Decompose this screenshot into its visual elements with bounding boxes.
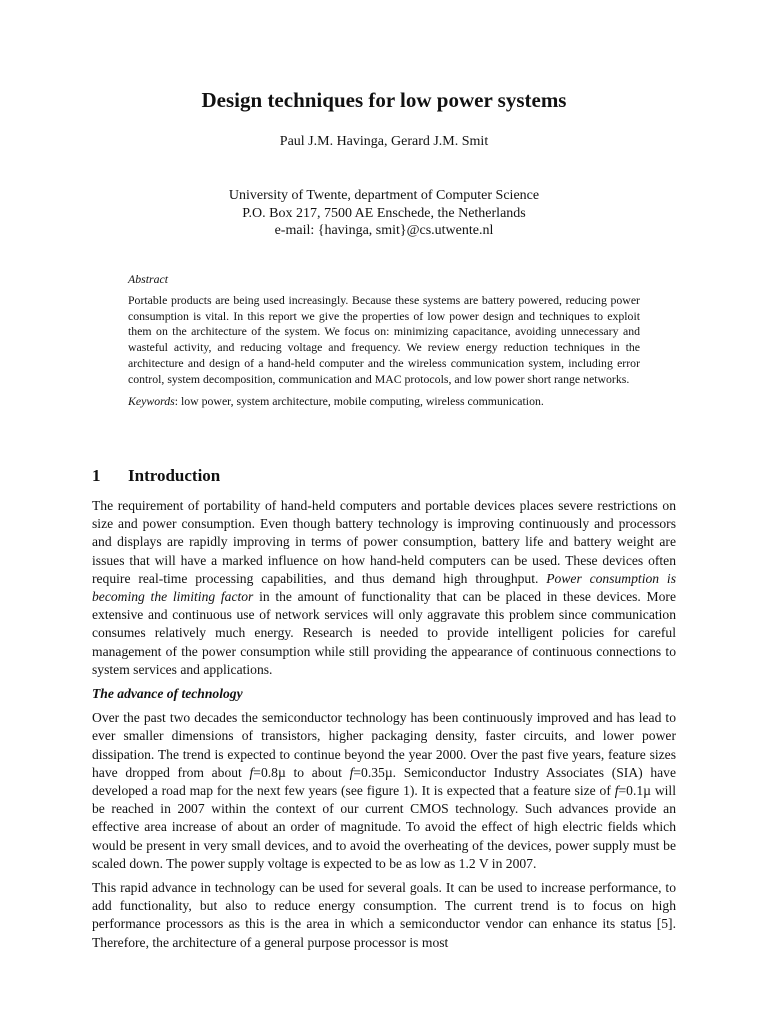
paragraph-text: =0.1µ will be reached in 2007 within the context of our current CMOS technology. Such advances provide an effective area increase of about an order of magnitude. To avoid the effect of high electric fields which would be present in very small devices, and to avoid the overheating of the devices, power supply must be scaled down. The power supply voltage is expected to be as low as 1.2 V in 2007. bbox=[92, 783, 676, 871]
paragraph-text: Over the past two decades the semiconductor technology has been continuously improved and has lead to ever smaller dimensions of transistors, higher packaging density, faster circuits, and lower power dissipation. The trend is expected to continue beyond the year 2000. Over the past five years, feature sizes have dropped from about bbox=[92, 710, 676, 780]
section-heading bbox=[92, 466, 220, 486]
math-variable: f bbox=[349, 764, 354, 780]
abstract-heading: Abstract bbox=[128, 272, 168, 286]
math-variable: f bbox=[614, 783, 619, 799]
section-title: Introduction bbox=[128, 466, 221, 485]
paragraph-text: in the amount of functionality that can be placed in these devices. More extensive and continuous use of network services will only aggravate this problem since communication consumes relatively much energy. Research is needed to provide intelligent policies for careful management of the power consumption while still providing the appearance of continuous connections to system services and applications. bbox=[92, 589, 676, 677]
abstract-section bbox=[128, 272, 640, 409]
paper-authors: Paul J.M. Havinga, Gerard J.M. Smit bbox=[279, 134, 489, 149]
paper-title: Design techniques for low power systems bbox=[201, 88, 567, 112]
paragraph: This rapid advance in technology can be used for several goals. It can be used to increase performance, to add functionality, but also to reduce energy consumption. The current trend is to focus on high performance processors as this is the area in which a semiconductor vendor can enhance its status [5]. Therefore, the architecture of a general purpose processor is most bbox=[92, 880, 676, 950]
emphasis-text: Power consumption is becoming the limiting factor bbox=[92, 570, 676, 605]
paragraph-text: =0.35µ. Semiconductor Industry Associates (SIA) have developed a road map for the next few years (see figure 1). It is expected that a feature size of bbox=[92, 764, 676, 799]
section-body bbox=[92, 497, 676, 958]
keywords-text: : low power, system architecture, mobile computing, wireless communication. bbox=[174, 393, 544, 408]
affiliation-line: University of Twente, department of Computer Science bbox=[228, 188, 540, 203]
keywords-line bbox=[128, 394, 640, 410]
paragraph-text: The requirement of portability of hand-held computers and portable devices places severe restrictions on size and power consumption. Even though battery technology is improving continuously and processors and displays are rapidly improving in terms of power consumption, battery life and battery weight are issues that will have a marked influence on how hand-held computers can be used. These devices often require real-time processing capabilities, and thus demand high throughput. bbox=[92, 498, 676, 586]
abstract-text: Portable products are being used increasingly. Because these systems are battery powered, reducing power consumption is vital. In this report we give the properties of low power design and techniques to exploit them on the architecture of the system. We focus on: minimizing capacitance, avoiding unnecessary and wasteful activity, and reducing voltage and frequency. We review energy reduction techniques in the architecture and design of a hand-held computer and the wireless communication system, including error control, system decomposition, communication and MAC protocols, and low power short range networks. bbox=[128, 292, 640, 386]
affiliation-line: P.O. Box 217, 7500 AE Enschede, the Netherlands bbox=[242, 205, 526, 221]
subsection-heading: The advance of technology bbox=[92, 686, 243, 702]
affiliation-block bbox=[0, 187, 768, 240]
paragraph bbox=[92, 497, 676, 679]
paragraph-text: =0.8µ to about bbox=[253, 764, 350, 780]
math-variable: f bbox=[249, 764, 254, 780]
section-number: 1 bbox=[92, 466, 101, 485]
paragraph bbox=[92, 709, 676, 873]
affiliation-email: e-mail: {havinga, smit}@cs.utwente.nl bbox=[274, 223, 494, 238]
keywords-label: Keywords bbox=[128, 393, 175, 408]
